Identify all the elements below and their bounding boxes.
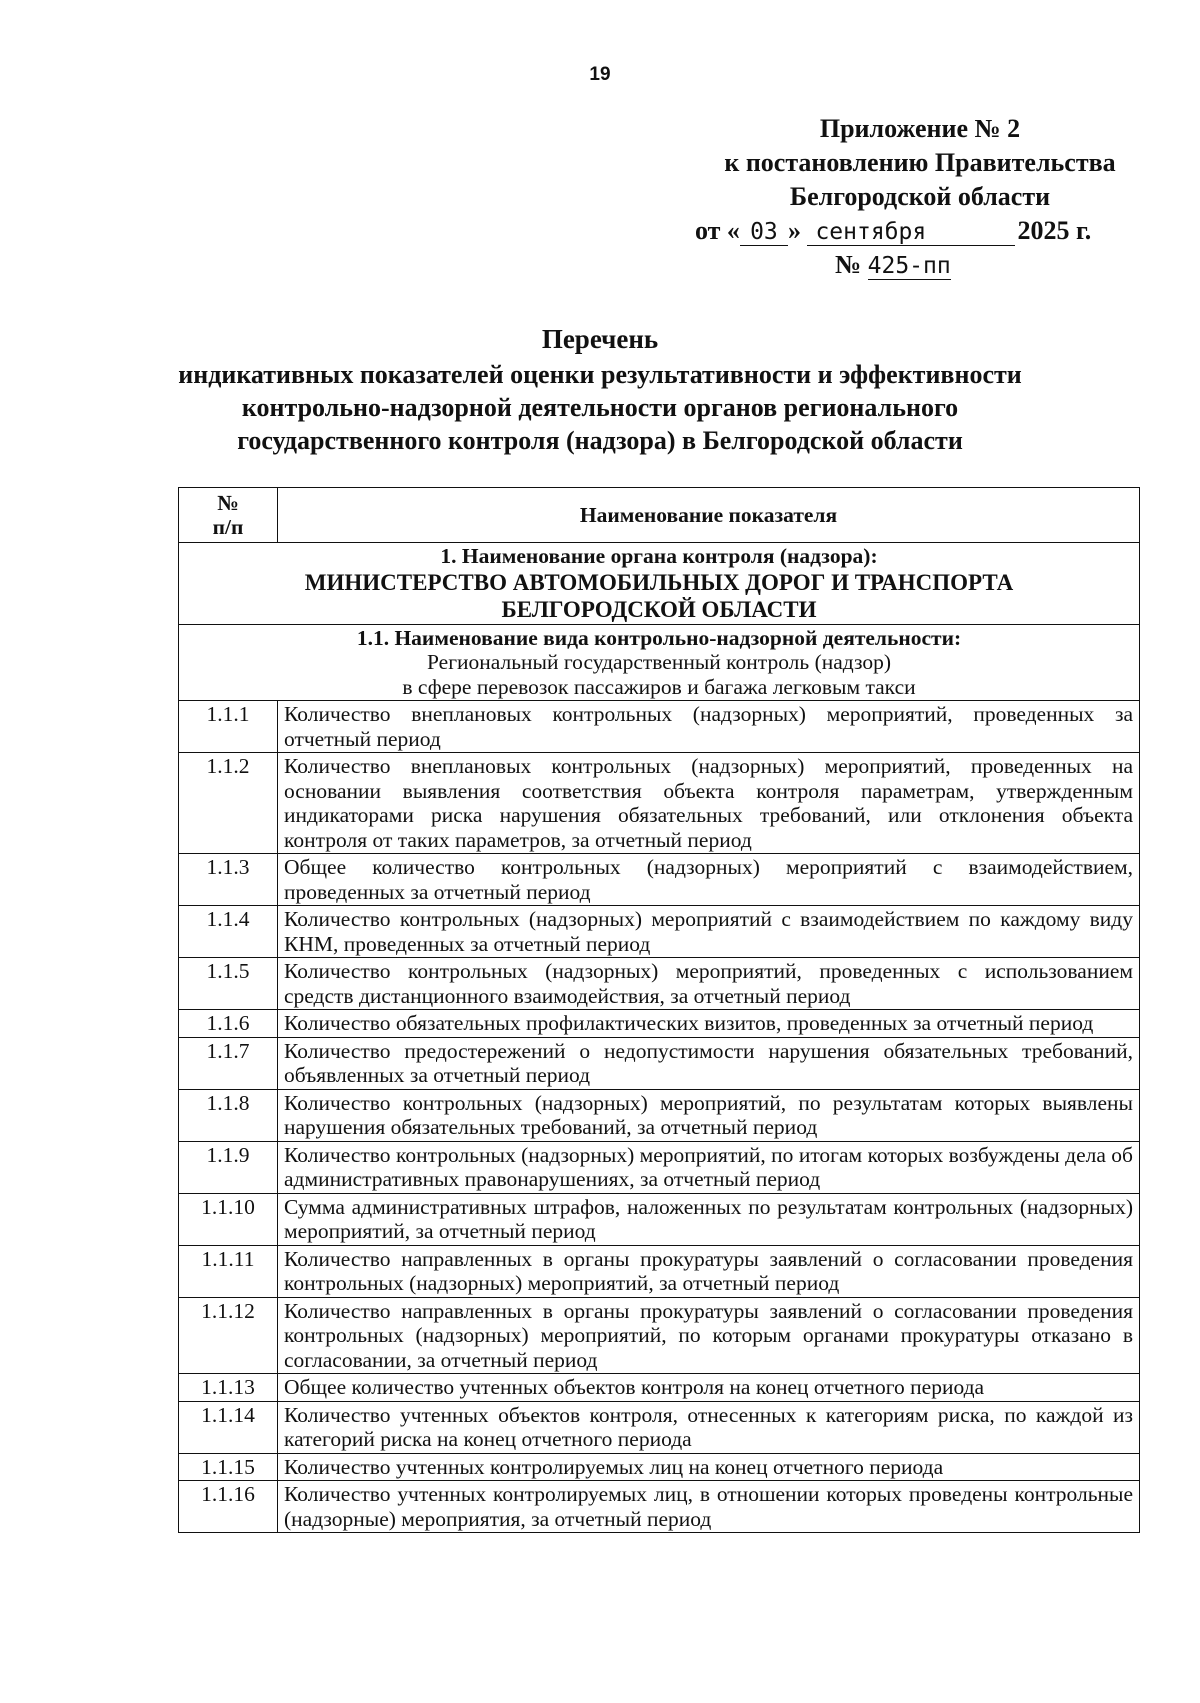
title-main: Перечень: [541, 324, 659, 354]
row-number: 1.1.14: [179, 1401, 278, 1453]
date-prefix: от «: [695, 216, 740, 245]
row-number: 1.1.16: [179, 1481, 278, 1533]
row-number: 1.1.10: [179, 1193, 278, 1245]
appendix-date: [640, 214, 1140, 248]
appendix-reference: к постановлению Правительства: [724, 148, 1116, 177]
row-indicator-name: Количество учтенных объектов контроля, отнесенных к категориям риска, по каждой из категорий риска на конец отчетного периода: [278, 1401, 1140, 1453]
row-indicator-name: Количество внеплановых контрольных (надзорных) мероприятий, проведенных за отчетный период: [278, 701, 1140, 753]
date-day: 03: [740, 219, 788, 246]
row-indicator-name: Количество обязательных профилактических визитов, проведенных за отчетный период: [278, 1010, 1140, 1038]
row-indicator-name: Количество контрольных (надзорных) мероприятий с взаимодействием по каждому виду КНМ, проведенных за отчетный период: [278, 906, 1140, 958]
appendix-header: [640, 112, 1140, 282]
row-number: 1.1.9: [179, 1141, 278, 1193]
row-indicator-name: Количество учтенных контролируемых лиц, в отношении которых проведены контрольные (надзорные) мероприятия, за отчетный период: [278, 1481, 1140, 1533]
table-row: [179, 701, 1140, 753]
row-number: 1.1.15: [179, 1453, 278, 1481]
row-number: 1.1.4: [179, 906, 278, 958]
row-number: 1.1.12: [179, 1297, 278, 1374]
row-number: 1.1.5: [179, 958, 278, 1010]
title-line-3: государственного контроля (надзора) в Белгородской области: [237, 426, 963, 455]
title-line-1: индикативных показателей оценки результативности и эффективности: [178, 360, 1022, 389]
date-year: 2025 г.: [1017, 216, 1092, 245]
header-number-abbr: п/п: [212, 515, 244, 539]
table-row: [179, 753, 1140, 854]
subsection-line-1: Региональный государственный контроль (надзор): [426, 650, 892, 674]
row-indicator-name: Сумма административных штрафов, наложенных по результатам контрольных (надзорных) мероприятий, за отчетный период: [278, 1193, 1140, 1245]
table-row: [179, 1453, 1140, 1481]
row-indicator-name: Количество контрольных (надзорных) мероприятий, по итогам которых возбуждены дела об административных правонарушениях, за отчетный период: [278, 1141, 1140, 1193]
table-row: [179, 1401, 1140, 1453]
section-row: [179, 543, 1140, 625]
row-indicator-name: Общее количество учтенных объектов контроля на конец отчетного периода: [278, 1374, 1140, 1402]
table-row: [179, 958, 1140, 1010]
table-row: [179, 1193, 1140, 1245]
table-row: [179, 1089, 1140, 1141]
table-row: [179, 854, 1140, 906]
row-indicator-name: Количество контрольных (надзорных) мероприятий, по результатам которых выявлены нарушения обязательных требований, за отчетный период: [278, 1089, 1140, 1141]
row-indicator-name: Количество предостережений о недопустимости нарушения обязательных требований, объявленных за отчетный период: [278, 1037, 1140, 1089]
title-line-2: контрольно-надзорной деятельности органов регионального: [241, 393, 959, 422]
header-name: Наименование показателя: [278, 488, 1140, 543]
appendix-title: Приложение № 2: [819, 114, 1021, 143]
table-row: [179, 1297, 1140, 1374]
indicators-table: [178, 487, 1140, 1533]
table-row: [179, 1245, 1140, 1297]
row-indicator-name: Количество внеплановых контрольных (надзорных) мероприятий, проведенных на основании выявления соответствия объекта контроля параметрам, утвержденным индикаторами риска нарушения обязательных требований, или отклонения объекта контроля от таких параметров, за отчетный период: [278, 753, 1140, 854]
row-indicator-name: Количество направленных в органы прокуратуры заявлений о согласовании проведения контрольных (надзорных) мероприятий, за отчетный период: [278, 1245, 1140, 1297]
header-number-symbol: №: [217, 490, 239, 515]
table-row: [179, 1481, 1140, 1533]
table-row: [179, 1141, 1140, 1193]
date-quote-close: »: [787, 216, 801, 245]
table-header-row: [179, 488, 1140, 543]
row-indicator-name: Количество направленных в органы прокуратуры заявлений о согласовании проведения контрольных (надзорных) мероприятий, по которым органами прокуратуры отказано в согласовании, за отчетный период: [278, 1297, 1140, 1374]
section-cell: [179, 543, 1140, 625]
row-number: 1.1.6: [179, 1010, 278, 1038]
row-number: 1.1.2: [179, 753, 278, 854]
row-number: 1.1.3: [179, 854, 278, 906]
row-number: 1.1.13: [179, 1374, 278, 1402]
row-indicator-name: Общее количество контрольных (надзорных) мероприятий с взаимодействием, проведенных за отчетный период: [278, 854, 1140, 906]
appendix-region: Белгородской области: [789, 182, 1051, 211]
date-month: сентября: [807, 219, 1015, 246]
row-number: 1.1.11: [179, 1245, 278, 1297]
section-label: 1. Наименование органа контроля (надзора):: [440, 544, 878, 568]
row-number: 1.1.7: [179, 1037, 278, 1089]
subsection-label: 1.1. Наименование вида контрольно-надзорной деятельности:: [356, 625, 962, 650]
table-row: [179, 1010, 1140, 1038]
header-number: [179, 488, 278, 543]
appendix-number: [640, 248, 1140, 282]
subsection-cell: [179, 624, 1140, 701]
row-number: 1.1.1: [179, 701, 278, 753]
section-org-line-1: МИНИСТЕРСТВО АВТОМОБИЛЬНЫХ ДОРОГ И ТРАНСПОРТА: [304, 569, 1014, 595]
row-number: 1.1.8: [179, 1089, 278, 1141]
row-indicator-name: Количество учтенных контролируемых лиц на конец отчетного периода: [278, 1453, 1140, 1481]
document-title: [100, 323, 1100, 457]
subsection-line-2: в сфере перевозок пассажиров и багажа легковым такси: [402, 674, 916, 699]
row-indicator-name: Количество контрольных (надзорных) мероприятий, проведенных с использованием средств дистанционного взаимодействия, за отчетный период: [278, 958, 1140, 1010]
subsection-row: [179, 624, 1140, 701]
page-number: 19: [589, 64, 611, 85]
number-prefix: №: [835, 250, 862, 279]
section-org-line-2: БЕЛГОРОДСКОЙ ОБЛАСТИ: [501, 596, 817, 622]
table-row: [179, 906, 1140, 958]
table-row: [179, 1037, 1140, 1089]
number-value: 425-пп: [867, 253, 951, 279]
table-row: [179, 1374, 1140, 1402]
